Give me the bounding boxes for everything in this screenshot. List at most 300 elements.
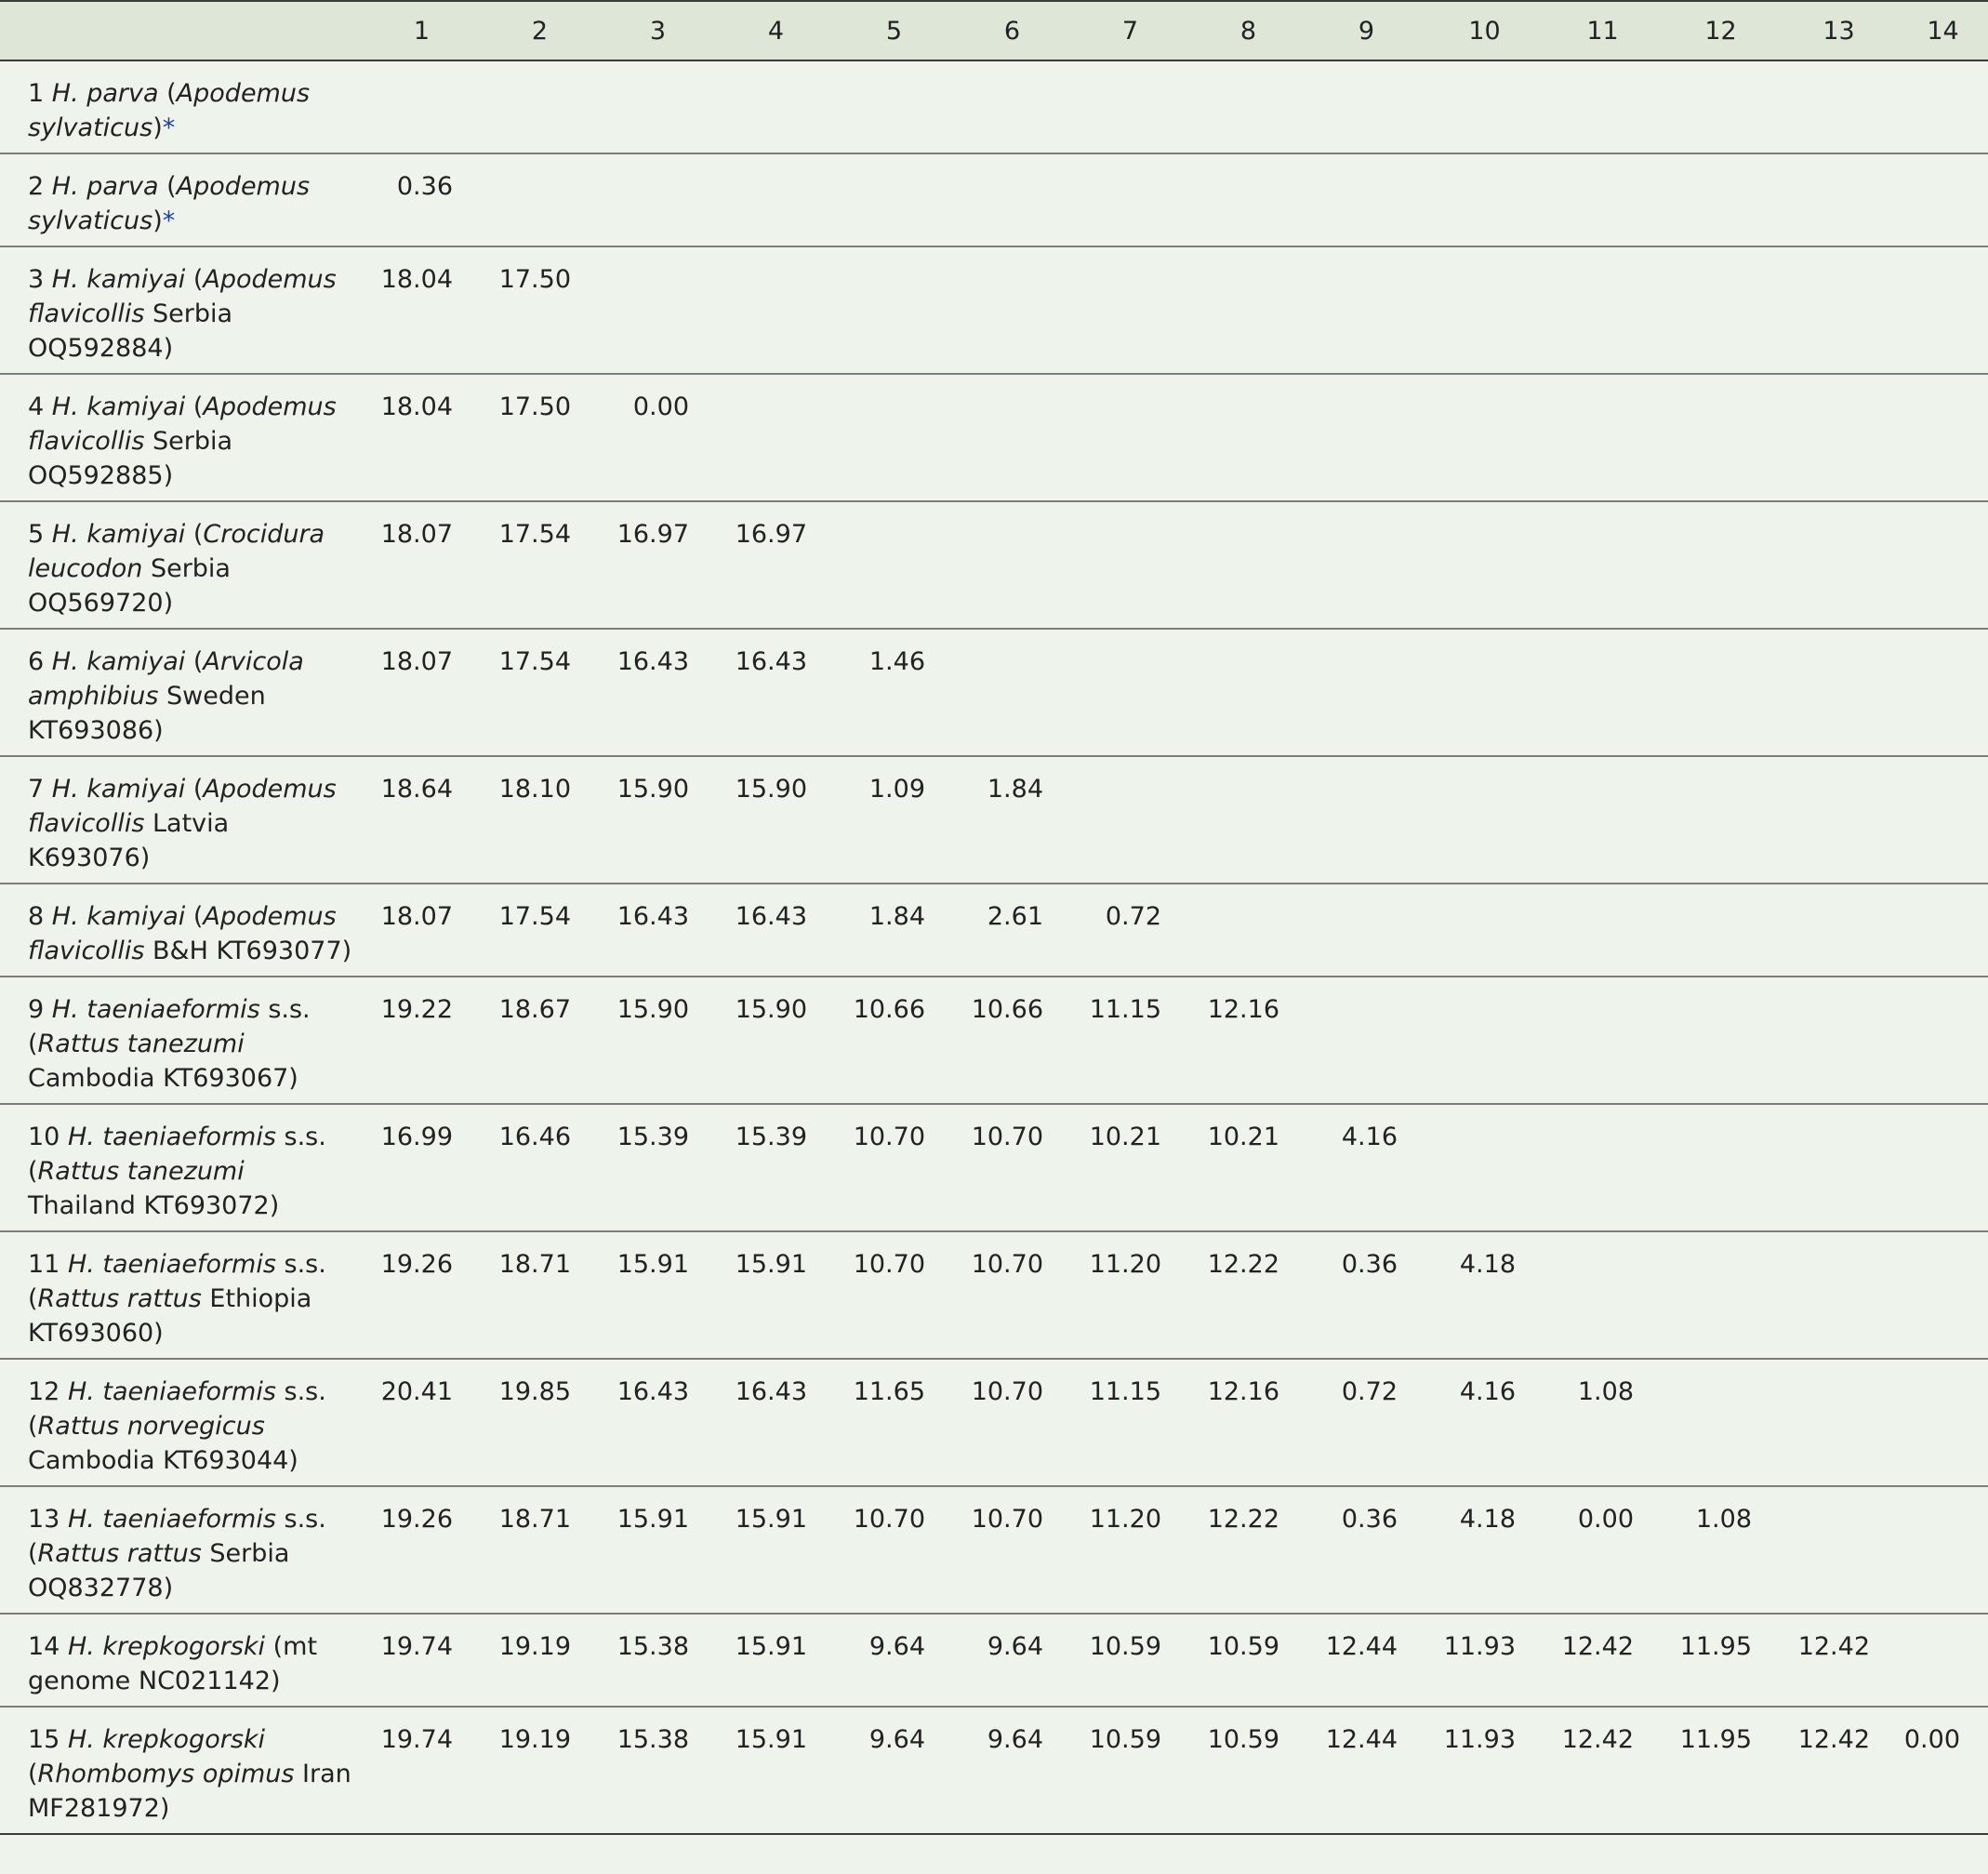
distance-cell [1425, 153, 1544, 246]
distance-cell: 2.61 [987, 902, 1043, 931]
distance-cell [1662, 374, 1780, 501]
distance-cell: 11.65 [853, 1377, 925, 1406]
distance-cell [1780, 501, 1898, 629]
distance-cell: 0.00 [1577, 1505, 1634, 1534]
distance-cell: 1.84 [868, 902, 925, 931]
distance-cell [1544, 629, 1662, 756]
distance-cell [1425, 246, 1544, 374]
distance-cell [1189, 246, 1307, 374]
distance-cell: 10.70 [971, 1123, 1043, 1151]
distance-cell: 15.91 [735, 1505, 807, 1534]
distance-cell [1189, 629, 1307, 756]
distance-cell [1780, 1104, 1898, 1231]
distance-cell [1544, 977, 1662, 1104]
distance-cell: 11.15 [1089, 995, 1161, 1024]
distance-cell: 9.64 [987, 1725, 1043, 1754]
distance-cell [1898, 756, 1988, 884]
distance-cell: 0.00 [632, 392, 689, 421]
table-row [0, 501, 1988, 629]
distance-cell [1898, 153, 1988, 246]
distance-cell: 15.38 [616, 1725, 689, 1754]
distance-cell [835, 60, 953, 153]
distance-cell [717, 153, 835, 246]
header-cell-5: 5 [885, 16, 903, 46]
distance-cell: 16.97 [616, 520, 689, 549]
taxon-name: H. krepkogorski [67, 1725, 266, 1754]
distance-cell [1307, 977, 1425, 1104]
taxon-name: Apodemus flavicollis [28, 392, 337, 456]
distance-cell [1662, 756, 1780, 884]
distance-cell: 19.19 [498, 1632, 571, 1661]
label-text: Cambodia KT693067) [28, 1064, 298, 1093]
row-label [0, 1486, 363, 1614]
distance-cell: 18.07 [380, 902, 453, 931]
distance-cell [953, 629, 1071, 756]
label-text: 2 [28, 172, 52, 201]
header-cell-8: 8 [1239, 16, 1257, 46]
distance-cell [1307, 501, 1425, 629]
taxon-name: Apodemus sylvaticus [28, 172, 311, 235]
distance-cell: 15.90 [735, 775, 807, 804]
distance-cell: 4.18 [1459, 1250, 1516, 1279]
header-corner-cell [0, 1, 363, 60]
distance-cell [1425, 884, 1544, 977]
distance-cell: 10.66 [971, 995, 1043, 1024]
distance-cell [1544, 1104, 1662, 1231]
distance-cell [1662, 501, 1780, 629]
distance-cell [717, 374, 835, 501]
distance-cell: 16.97 [735, 520, 807, 549]
distance-cell [1544, 1231, 1662, 1359]
distance-cell [953, 153, 1071, 246]
distance-cell [1425, 629, 1544, 756]
label-text: ( [28, 1760, 38, 1788]
distance-cell: 19.85 [498, 1377, 571, 1406]
label-text: ( [185, 775, 204, 804]
distance-cell: 4.18 [1459, 1505, 1516, 1534]
distance-cell [1780, 1231, 1898, 1359]
label-text: ) [152, 206, 163, 235]
label-text: Ethiopia KT693060) [28, 1284, 312, 1348]
distance-cell [481, 60, 599, 153]
distance-cell: 10.59 [1207, 1725, 1279, 1754]
row-label [0, 374, 363, 501]
distance-cell [1189, 153, 1307, 246]
distance-cell [1898, 374, 1988, 501]
row-label [0, 153, 363, 246]
label-text: 1 [28, 79, 52, 108]
distance-cell: 18.64 [380, 775, 453, 804]
distance-cell [1780, 153, 1898, 246]
row-label [0, 501, 363, 629]
label-text: Serbia OQ832778) [28, 1539, 290, 1602]
distance-cell: 12.22 [1207, 1505, 1279, 1534]
distance-cell [1425, 1104, 1544, 1231]
distance-cell: 11.20 [1089, 1505, 1161, 1534]
label-text: B&H KT693077) [144, 937, 352, 965]
distance-cell: 12.16 [1207, 995, 1279, 1024]
distance-cell: 17.50 [498, 265, 571, 294]
table-row [0, 1231, 1988, 1359]
distance-cell [953, 374, 1071, 501]
distance-cell [1898, 1359, 1988, 1486]
row-label [0, 1707, 363, 1834]
label-text: Serbia OQ592885) [28, 427, 233, 490]
label-text: Serbia OQ569720) [28, 554, 231, 618]
distance-cell: 18.71 [498, 1250, 571, 1279]
taxon-name: H. kamiyai [51, 392, 186, 421]
distance-cell: 12.42 [1561, 1725, 1634, 1754]
distance-cell: 11.93 [1443, 1725, 1516, 1754]
distance-cell: 0.36 [396, 172, 453, 201]
taxon-name: H. krepkogorski [67, 1632, 266, 1661]
distance-cell: 0.72 [1341, 1377, 1398, 1406]
distance-cell: 18.04 [380, 265, 453, 294]
row-label [0, 1359, 363, 1486]
distance-cell [1780, 60, 1898, 153]
taxon-name: H. kamiyai [51, 265, 186, 294]
distance-cell: 0.36 [1341, 1250, 1398, 1279]
distance-cell: 1.46 [868, 647, 925, 676]
distance-cell: 10.21 [1089, 1123, 1161, 1151]
distance-cell: 19.26 [380, 1250, 453, 1279]
table-row [0, 884, 1988, 977]
row-label [0, 977, 363, 1104]
distance-cell [1544, 501, 1662, 629]
taxon-name: H. parva [51, 79, 159, 108]
header-cell-1: 1 [413, 16, 431, 46]
taxon-name: Crocidura leucodon [28, 520, 325, 583]
distance-cell [1662, 153, 1780, 246]
distance-cell: 11.95 [1679, 1632, 1752, 1661]
distance-cell: 15.91 [616, 1505, 689, 1534]
distance-cell [1780, 246, 1898, 374]
distance-cell [1425, 501, 1544, 629]
distance-cell: 10.70 [971, 1505, 1043, 1534]
distance-cell [1544, 374, 1662, 501]
taxon-name: H. kamiyai [51, 902, 186, 931]
label-text: ( [158, 79, 177, 108]
row-label [0, 246, 363, 374]
row-label [0, 884, 363, 977]
distance-cell [1898, 977, 1988, 1104]
header-cell-2: 2 [531, 16, 549, 46]
distance-cell: 15.91 [735, 1250, 807, 1279]
header-cell-13: 13 [1822, 16, 1855, 46]
distance-cell [1307, 153, 1425, 246]
distance-cell: 15.38 [616, 1632, 689, 1661]
table-row [0, 1707, 1988, 1834]
distance-cell: 12.22 [1207, 1250, 1279, 1279]
label-text: 11 [28, 1250, 68, 1279]
distance-cell: 15.91 [735, 1632, 807, 1661]
distance-cell [953, 501, 1071, 629]
label-text: 10 [28, 1123, 68, 1151]
label-text: 15 [28, 1725, 68, 1754]
distance-cell: 10.66 [853, 995, 925, 1024]
table-row [0, 629, 1988, 756]
distance-cell [1662, 1231, 1780, 1359]
distance-cell: 10.70 [971, 1377, 1043, 1406]
distance-cell: 15.91 [616, 1250, 689, 1279]
label-text: Latvia K693076) [28, 809, 230, 872]
taxon-name: Rattus tanezumi [37, 1030, 245, 1058]
distance-cell: 11.20 [1089, 1250, 1161, 1279]
distance-cell: 15.90 [735, 995, 807, 1024]
row-label [0, 1104, 363, 1231]
distance-cell: 19.26 [380, 1505, 453, 1534]
header-cell-3: 3 [649, 16, 667, 46]
row-label [0, 60, 363, 153]
distance-cell: 17.54 [498, 902, 571, 931]
footnote-marker: * [162, 113, 176, 142]
distance-cell: 19.22 [380, 995, 453, 1024]
header-cell-11: 11 [1586, 16, 1619, 46]
taxon-name: H. taeniaeformis [67, 1505, 276, 1534]
distance-cell [1189, 756, 1307, 884]
distance-cell: 12.44 [1325, 1632, 1398, 1661]
distance-cell: 12.42 [1561, 1632, 1634, 1661]
taxon-name: H. kamiyai [51, 647, 186, 676]
table-row [0, 1104, 1988, 1231]
distance-cell: 10.59 [1089, 1725, 1161, 1754]
label-text: Sweden KT693086) [28, 682, 266, 745]
header-cell-12: 12 [1704, 16, 1737, 46]
distance-cell [1189, 501, 1307, 629]
distance-cell: 16.43 [735, 1377, 807, 1406]
taxon-name: Apodemus flavicollis [28, 775, 337, 838]
distance-cell: 16.43 [735, 902, 807, 931]
label-text: ( [158, 172, 177, 201]
row-label [0, 756, 363, 884]
distance-cell [1898, 1614, 1988, 1707]
taxon-name: H. taeniaeformis [67, 1250, 276, 1279]
distance-cell: 12.16 [1207, 1377, 1279, 1406]
table-row [0, 153, 1988, 246]
table-row [0, 246, 1988, 374]
label-text: Iran MF281972) [28, 1760, 351, 1823]
label-text: s.s. ( [28, 1377, 326, 1441]
distance-cell: 1.84 [987, 775, 1043, 804]
distance-cell [1780, 756, 1898, 884]
distance-cell: 18.04 [380, 392, 453, 421]
taxon-name: Apodemus flavicollis [28, 265, 337, 328]
table-body [0, 60, 1988, 1834]
distance-cell: 18.71 [498, 1505, 571, 1534]
distance-cell [1898, 1104, 1988, 1231]
distance-cell [1307, 629, 1425, 756]
distance-cell [1425, 977, 1544, 1104]
distance-cell [1071, 246, 1189, 374]
footnote-marker: * [162, 206, 176, 235]
distance-cell [1307, 246, 1425, 374]
distance-cell [1898, 246, 1988, 374]
distance-cell: 16.43 [616, 1377, 689, 1406]
distance-cell [1662, 246, 1780, 374]
header-cell-4: 4 [767, 16, 785, 46]
header-cell-7: 7 [1121, 16, 1139, 46]
distance-cell: 9.64 [868, 1632, 925, 1661]
distance-cell [1544, 756, 1662, 884]
distance-cell [1662, 977, 1780, 1104]
distance-cell [1544, 60, 1662, 153]
distance-cell: 10.59 [1089, 1632, 1161, 1661]
taxon-name: Rhombomys opimus [37, 1760, 295, 1788]
distance-cell: 1.09 [868, 775, 925, 804]
label-text: ( [185, 520, 204, 549]
distance-cell [835, 501, 953, 629]
distance-cell [1780, 629, 1898, 756]
distance-cell: 18.67 [498, 995, 571, 1024]
label-text: 5 [28, 520, 52, 549]
table-row [0, 1486, 1988, 1614]
distance-cell: 18.10 [498, 775, 571, 804]
distance-cell [599, 153, 717, 246]
label-text: 7 [28, 775, 52, 804]
taxon-name: Rattus rattus [37, 1284, 202, 1313]
distance-cell: 1.08 [1695, 1505, 1752, 1534]
distance-cell: 15.39 [735, 1123, 807, 1151]
distance-cell: 0.00 [1903, 1725, 1960, 1754]
distance-cell: 17.50 [498, 392, 571, 421]
distance-cell: 15.90 [616, 775, 689, 804]
distance-cell [1898, 1486, 1988, 1614]
taxon-name: Rattus rattus [37, 1539, 202, 1568]
distance-cell: 11.95 [1679, 1725, 1752, 1754]
distance-cell: 19.74 [380, 1725, 453, 1754]
distance-cell: 9.64 [868, 1725, 925, 1754]
label-text: s.s. ( [28, 1505, 326, 1568]
distance-cell [1071, 629, 1189, 756]
label-text: 3 [28, 265, 52, 294]
table-header [0, 1, 1988, 60]
distance-cell [1189, 374, 1307, 501]
table-row [0, 60, 1988, 153]
distance-cell [599, 60, 717, 153]
distance-cell [1898, 501, 1988, 629]
distance-cell [717, 246, 835, 374]
row-label [0, 1231, 363, 1359]
distance-cell [1307, 756, 1425, 884]
label-text: s.s. ( [28, 995, 311, 1058]
distance-cell [1071, 756, 1189, 884]
distance-cell: 20.41 [380, 1377, 453, 1406]
distance-cell [1898, 1231, 1988, 1359]
distance-cell [1662, 60, 1780, 153]
header-cell-6: 6 [1003, 16, 1021, 46]
taxon-name: H. taeniaeformis [67, 1123, 276, 1151]
taxon-name: H. taeniaeformis [51, 995, 260, 1024]
header-cell-14: 14 [1927, 16, 1959, 46]
header-cell-9: 9 [1358, 16, 1375, 46]
label-text: 6 [28, 647, 52, 676]
distance-cell [1662, 884, 1780, 977]
table-row [0, 374, 1988, 501]
distance-cell [1898, 60, 1988, 153]
distance-cell: 17.54 [498, 647, 571, 676]
distance-cell: 12.42 [1797, 1725, 1870, 1754]
table-row [0, 756, 1988, 884]
distance-cell [835, 374, 953, 501]
distance-cell [1307, 60, 1425, 153]
distance-cell: 1.08 [1577, 1377, 1634, 1406]
label-text: 13 [28, 1505, 68, 1534]
distance-cell: 10.70 [853, 1505, 925, 1534]
label-text: 4 [28, 392, 52, 421]
distance-cell [1425, 374, 1544, 501]
distance-cell [1307, 884, 1425, 977]
distance-cell: 12.44 [1325, 1725, 1398, 1754]
distance-cell: 10.21 [1207, 1123, 1279, 1151]
label-text: Cambodia KT693044) [28, 1446, 298, 1475]
distance-cell: 15.91 [735, 1725, 807, 1754]
label-text: 8 [28, 902, 52, 931]
distance-cell: 16.43 [735, 647, 807, 676]
distance-cell [1071, 501, 1189, 629]
distance-cell: 9.64 [987, 1632, 1043, 1661]
distance-cell [1662, 629, 1780, 756]
label-text: Serbia OQ592884) [28, 299, 233, 363]
distance-cell: 16.43 [616, 647, 689, 676]
distance-cell [1071, 153, 1189, 246]
distance-cell: 17.54 [498, 520, 571, 549]
distance-cell [1425, 60, 1544, 153]
distance-cell [1898, 884, 1988, 977]
distance-cell: 10.59 [1207, 1632, 1279, 1661]
distance-cell: 10.70 [971, 1250, 1043, 1279]
label-text: ( [185, 902, 204, 931]
distance-cell [1307, 374, 1425, 501]
distance-cell: 10.70 [853, 1123, 925, 1151]
distance-cell: 18.07 [380, 647, 453, 676]
taxon-name: H. kamiyai [51, 520, 186, 549]
label-text: s.s. ( [28, 1250, 326, 1313]
distance-cell [717, 60, 835, 153]
distance-cell: 12.42 [1797, 1632, 1870, 1661]
taxon-name: Rattus tanezumi [37, 1157, 245, 1186]
taxon-name: H. taeniaeformis [67, 1377, 276, 1406]
label-text: 9 [28, 995, 52, 1024]
distance-cell: 10.70 [853, 1250, 925, 1279]
distance-cell: 15.90 [616, 995, 689, 1024]
distance-cell: 11.15 [1089, 1377, 1161, 1406]
distance-cell [1189, 60, 1307, 153]
distance-cell: 19.74 [380, 1632, 453, 1661]
taxon-name: Apodemus sylvaticus [28, 79, 311, 142]
distance-cell [1780, 977, 1898, 1104]
distance-cell [1662, 1104, 1780, 1231]
distance-cell [1544, 884, 1662, 977]
distance-cell: 18.07 [380, 520, 453, 549]
taxon-name: Rattus norvegicus [37, 1412, 265, 1441]
distance-cell [835, 246, 953, 374]
table-row [0, 1359, 1988, 1486]
distance-cell: 11.93 [1443, 1632, 1516, 1661]
distance-cell [1780, 374, 1898, 501]
distance-cell: 16.43 [616, 902, 689, 931]
distance-cell [953, 60, 1071, 153]
distance-cell [1189, 884, 1307, 977]
distance-cell [1425, 756, 1544, 884]
label-text: ( [185, 265, 204, 294]
distance-cell [835, 153, 953, 246]
distance-cell [363, 60, 481, 153]
label-text: Thailand KT693072) [28, 1191, 280, 1220]
row-label [0, 1614, 363, 1707]
distance-cell: 19.19 [498, 1725, 571, 1754]
distance-cell [1544, 153, 1662, 246]
row-label [0, 629, 363, 756]
